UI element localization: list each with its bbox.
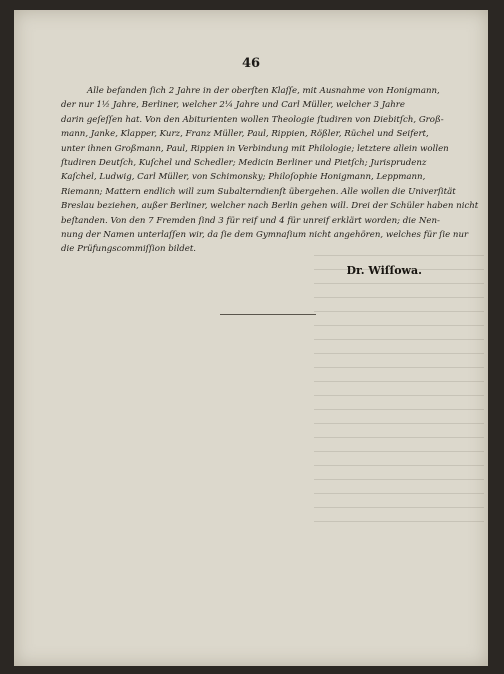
text-line: Alle befanden ſich 2 Jahre in der oberſten Klaſſe, mit Ausnahme von Honigmann,: [87, 86, 440, 96]
text-line: unter ihnen Großmann, Paul, Rippien in Verbindung mit Philologie; letztere allein wollen: [61, 143, 449, 154]
body-paragraph: [61, 84, 477, 257]
ghost-line: [314, 283, 484, 284]
text-line: Kaſchel, Ludwig, Carl Müller, von Schimonsky; Philoſophie Honigmann, Leppmann,: [61, 172, 426, 183]
signature: Dr. Wiſſowa.: [346, 264, 422, 277]
ghost-line: [314, 325, 484, 326]
ghost-line: [314, 423, 484, 424]
text-line: mann, Janke, Klapper, Kurz, Franz Müller, Paul, Rippien, Rößler, Rüchel und Seifert,: [61, 129, 429, 140]
text-line: darin geſeſſen hat. Von den Abiturienten wollen Theologie ſtudiren von Diebitſch, Groß-: [61, 114, 444, 125]
text-line: Breslau beziehen, außer Berliner, welcher nach Berlin gehen will. Drei der Schüler haben nicht: [61, 201, 479, 212]
ghost-line: [314, 409, 484, 410]
ghost-line: [314, 479, 484, 480]
bleed-through-texture: [314, 255, 484, 545]
ghost-line: [314, 521, 484, 522]
ghost-line: [314, 269, 484, 270]
document-page: [14, 10, 488, 666]
ghost-line: [314, 353, 484, 354]
divider-rule: [220, 314, 316, 315]
page-number: 46: [241, 56, 261, 71]
text-line: der nur 1½ Jahre, Berliner, welcher 2¼ Jahre und Carl Müller, welcher 3 Jahre: [61, 100, 405, 111]
ghost-line: [314, 507, 484, 508]
ghost-line: [314, 493, 484, 494]
ghost-line: [314, 367, 484, 368]
text-line: Riemann; Mattern endlich will zum Subalterndienſt übergehen. Alle wollen die Univerſität: [61, 186, 456, 197]
ghost-line: [314, 437, 484, 438]
text-line: ſtudiren Deutſch, Kuſchel und Schedler; Medicin Berliner und Pietſch; Jurisprudenz: [61, 158, 427, 169]
ghost-line: [314, 451, 484, 452]
text-line: beſtanden. Von den 7 Fremden ſind 3 für reif und 4 für unreif erklärt worden; die Nen-: [61, 215, 440, 226]
ghost-line: [314, 255, 484, 256]
text-line: die Prüfungscommiſſion bildet.: [61, 244, 197, 255]
ghost-line: [314, 465, 484, 466]
ghost-line: [314, 297, 484, 298]
text-line: nung der Namen unterlaſſen wir, da ſie dem Gymnaſium nicht angehören, welches für ſie nur: [61, 230, 469, 241]
ghost-line: [314, 395, 484, 396]
ghost-line: [314, 339, 484, 340]
ghost-line: [314, 381, 484, 382]
ghost-line: [314, 311, 484, 312]
